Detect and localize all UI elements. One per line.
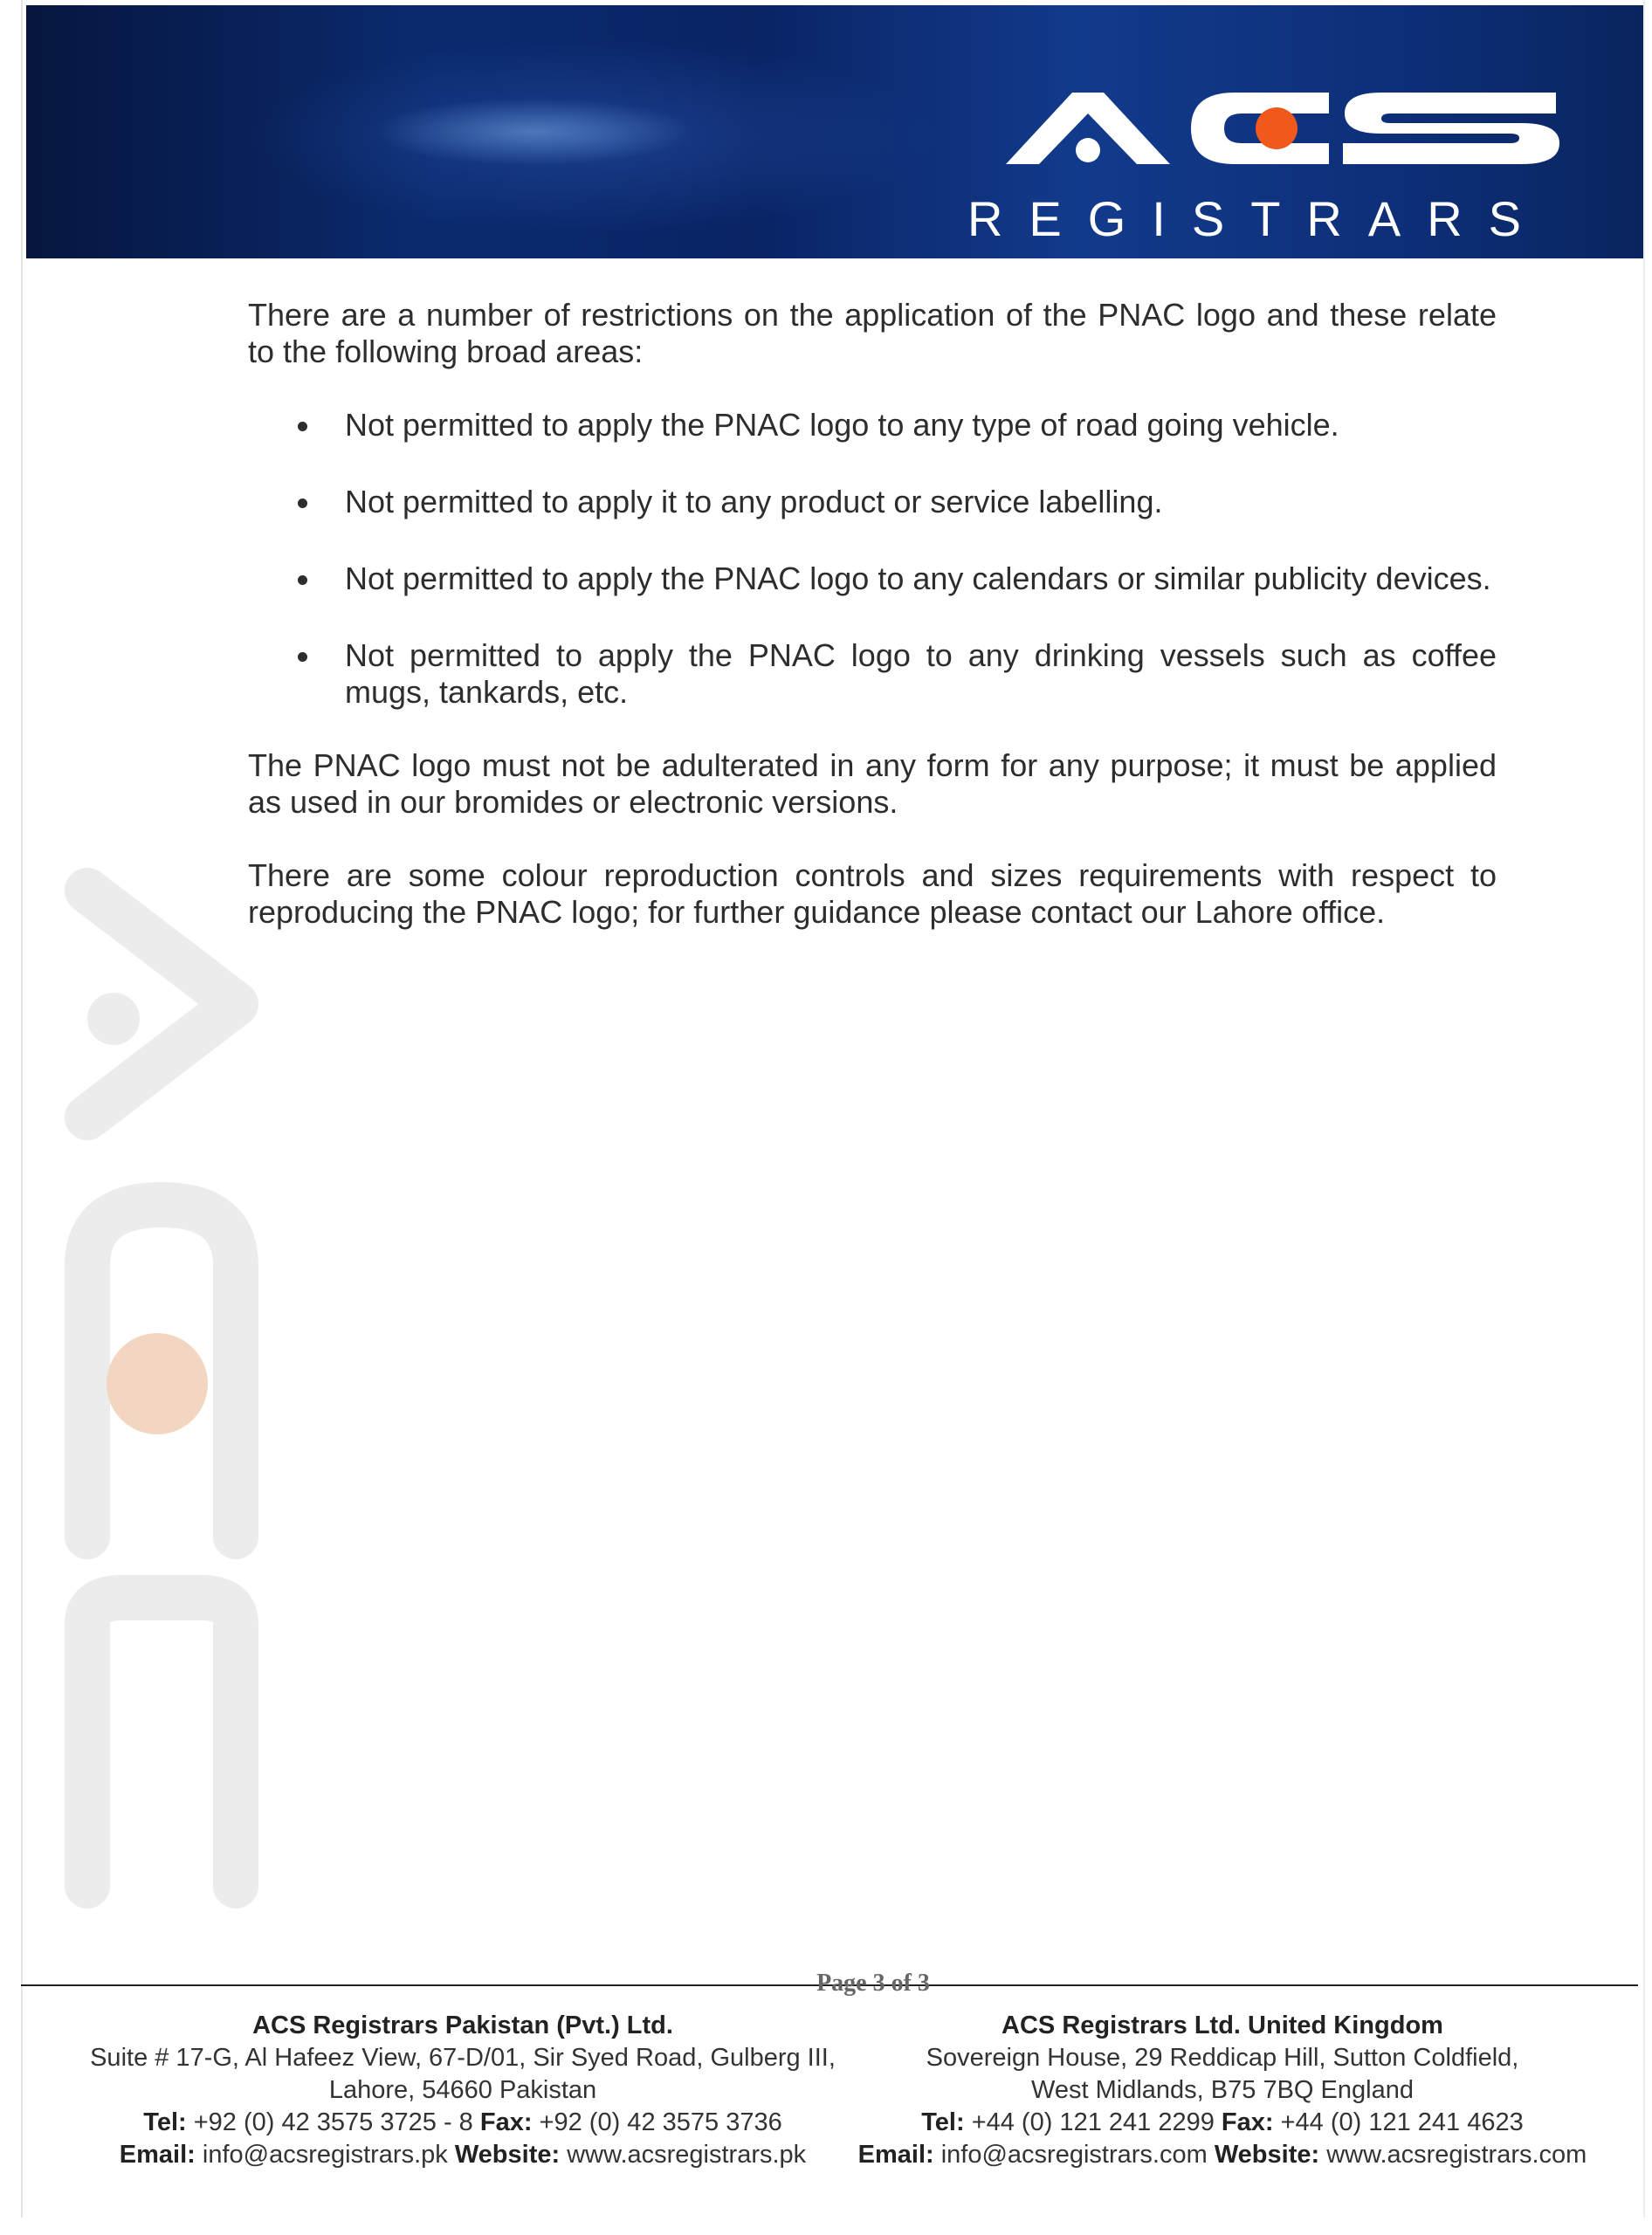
adulteration-paragraph: The PNAC logo must not be adulterated in any form for any purpose; it must be applied as used in our bromides or electronic versions.	[248, 747, 1497, 820]
list-item	[248, 407, 1497, 444]
address-line: Lahore, 54660 Pakistan	[328, 2076, 597, 2104]
email-label: Email:	[119, 2141, 196, 2169]
contact-phone-line	[856, 2107, 1589, 2139]
contact-web-line	[856, 2139, 1589, 2171]
restriction-text: Not permitted to apply the PNAC logo to any drinking vessels such as coffee mugs, tankards, etc.	[345, 637, 1497, 710]
company-name: ACS Registrars Ltd. United Kingdom	[1002, 2012, 1443, 2039]
tel-number: +92 (0) 42 3575 3725 - 8	[193, 2108, 473, 2136]
address-line: Sovereign House, 29 Reddicap Hill, Sutton Coldfield,	[926, 2044, 1519, 2072]
email-label: Email:	[857, 2141, 934, 2169]
logo-subtitle: REGISTRARS	[967, 191, 1547, 246]
header-banner	[26, 5, 1643, 258]
restriction-text: Not permitted to apply the PNAC logo to any calendars or similar publicity devices.	[345, 560, 1491, 596]
uk-office-address	[856, 2010, 1589, 2171]
website-url: www.acsregistrars.com	[1326, 2141, 1587, 2169]
website-label: Website:	[454, 2141, 561, 2169]
website-label: Website:	[1214, 2141, 1320, 2169]
intro-paragraph: There are a number of restrictions on the application of the PNAC logo and these relate to the following broad areas:	[248, 297, 1497, 369]
fax-label: Fax:	[479, 2108, 533, 2136]
fax-number: +44 (0) 121 241 4623	[1280, 2108, 1524, 2136]
restrictions-list	[248, 407, 1497, 711]
acs-watermark	[52, 856, 279, 1938]
bullet-icon	[298, 499, 307, 508]
contact-phone-line	[87, 2107, 838, 2139]
email-address: info@acsregistrars.pk	[202, 2141, 448, 2169]
tel-label: Tel:	[143, 2108, 187, 2136]
fax-number: +92 (0) 42 3575 3736	[539, 2108, 782, 2136]
address-line: West Midlands, B75 7BQ England	[1031, 2076, 1414, 2104]
list-item	[248, 637, 1497, 711]
restriction-text: Not permitted to apply the PNAC logo to any type of road going vehicle.	[345, 407, 1339, 443]
pakistan-office-address	[87, 2010, 838, 2171]
email-address: info@acsregistrars.com	[940, 2141, 1208, 2169]
tel-number: +44 (0) 121 241 2299	[971, 2108, 1215, 2136]
letter-body	[248, 297, 1497, 967]
address-line: Suite # 17-G, Al Hafeez View, 67-D/01, Sir Syed Road, Gulberg III,	[90, 2044, 836, 2072]
list-item	[248, 560, 1497, 597]
website-url: www.acsregistrars.pk	[567, 2141, 807, 2169]
list-item	[248, 484, 1497, 520]
bullet-icon	[298, 652, 307, 662]
contact-web-line	[87, 2139, 838, 2171]
restriction-text: Not permitted to apply it to any product or service labelling.	[345, 484, 1163, 519]
bullet-icon	[298, 422, 307, 431]
page-number: Page 3 of 3	[816, 1970, 930, 1997]
fax-label: Fax:	[1221, 2108, 1274, 2136]
tel-label: Tel:	[921, 2108, 965, 2136]
colour-controls-paragraph: There are some colour reproduction controls and sizes requirements with respect to reproducing the PNAC logo; for further guidance please contact our Lahore office.	[248, 857, 1497, 930]
bullet-icon	[298, 575, 307, 585]
company-name: ACS Registrars Pakistan (Pvt.) Ltd.	[252, 2012, 673, 2039]
